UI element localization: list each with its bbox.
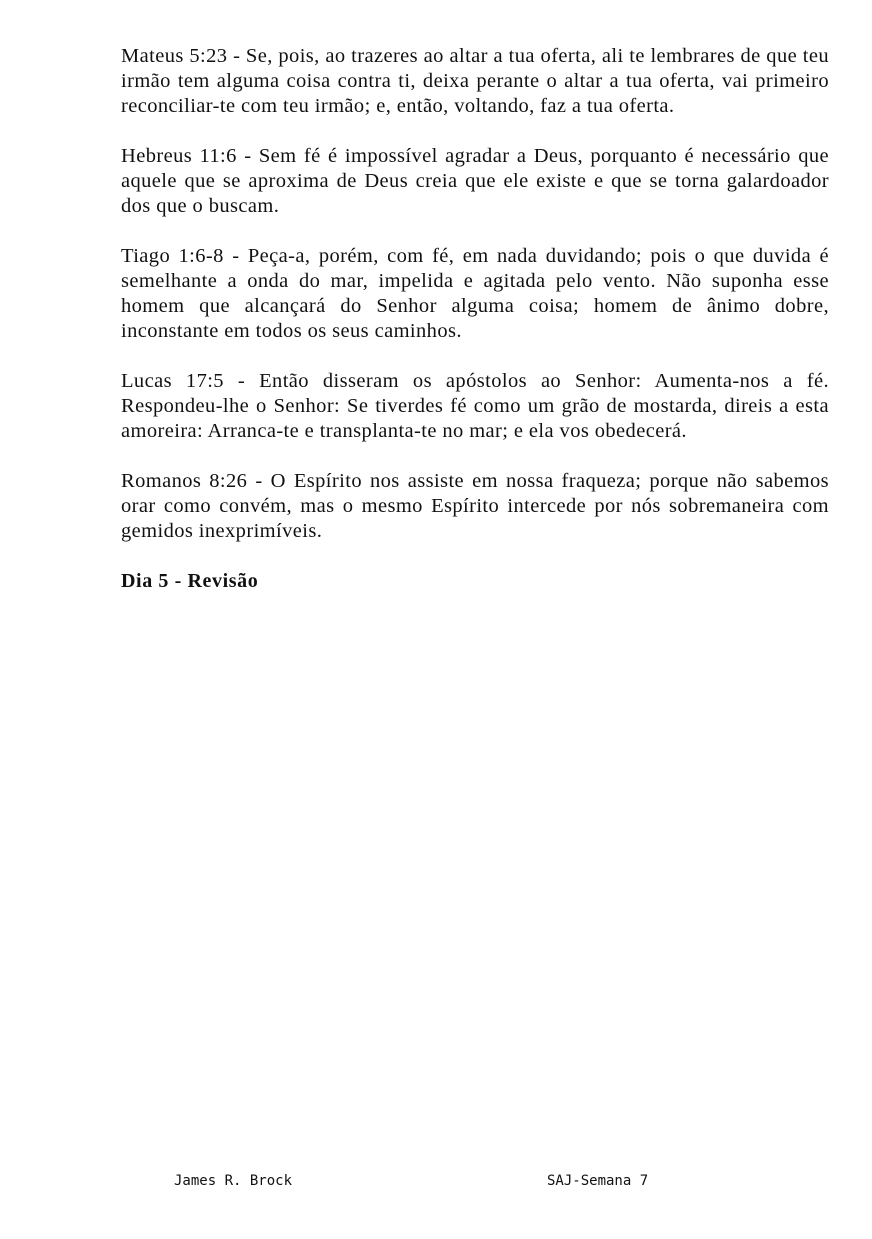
footer-author: James R. Brock [174, 1173, 293, 1189]
section-heading: Dia 5 - Revisão [121, 570, 259, 592]
verse-hebreus-11-6: Hebreus 11:6 - Sem fé é impossível agradar a Deus, porquanto é necessário que aquele que se aproxima de Deus creia que ele existe e que se torna galardoador dos que o buscam. [121, 145, 829, 217]
document-body [121, 44, 829, 594]
verse-mateus-5-23: Mateus 5:23 - Se, pois, ao trazeres ao altar a tua oferta, ali te lembrares de que teu irmão tem alguma coisa contra ti, deixa perante o altar a tua oferta, vai primeiro reconciliar-te com teu irmão; e, então, voltando, faz a tua oferta. [121, 45, 829, 117]
verse-lucas-17-5: Lucas 17:5 - Então disseram os apóstolos ao Senhor: Aumenta-nos a fé. Respondeu-lhe o Senhor: Se tiverdes fé como um grão de mostarda, direis a esta amoreira: Arranca-te e transplanta-te no mar; e ela vos obedecerá. [121, 370, 829, 442]
verse-romanos-8-26: Romanos 8:26 - O Espírito nos assiste em nossa fraqueza; porque não sabemos orar como convém, mas o mesmo Espírito intercede por nós sobremaneira com gemidos inexprimíveis. [121, 470, 829, 542]
verse-tiago-1-6-8: Tiago 1:6-8 - Peça-a, porém, com fé, em nada duvidando; pois o que duvida é semelhante a onda do mar, impelida e agitada pelo vento. Não suponha esse homem que alcançará do Senhor alguma coisa; homem de ânimo dobre, inconstante em todos os seus caminhos. [121, 245, 829, 342]
footer-series: SAJ-Semana 7 [547, 1173, 649, 1189]
